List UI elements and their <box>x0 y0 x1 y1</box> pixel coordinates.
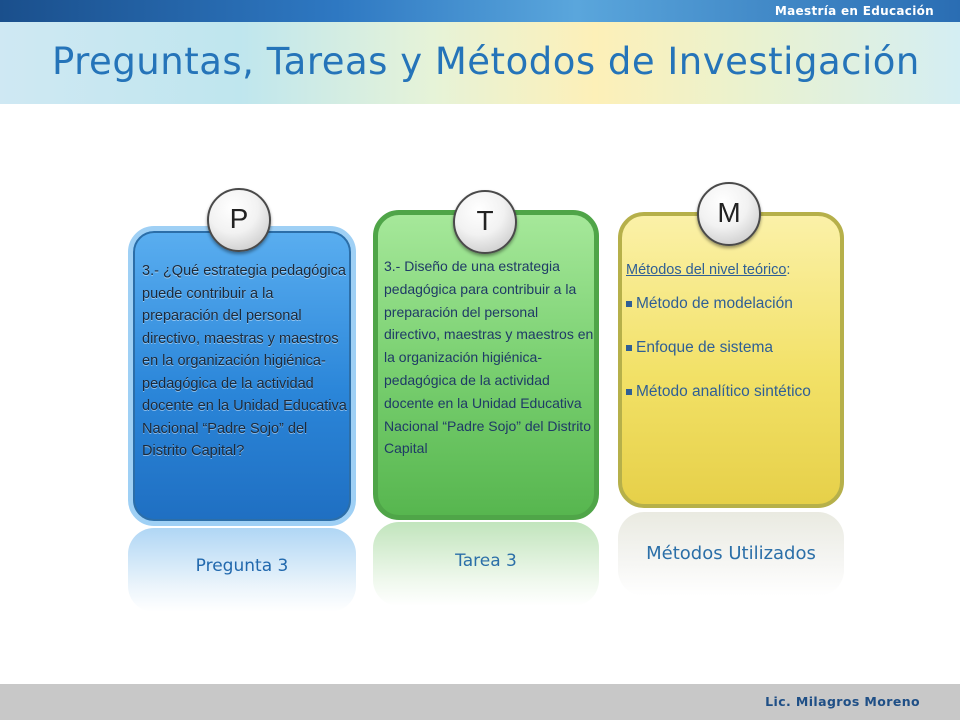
methods-heading-colon: : <box>786 262 791 278</box>
question-label: Pregunta 3 <box>195 556 289 576</box>
question-text: 3.- ¿Qué estrategia pedagógica puede contribuir a la preparación del personal directivo, maestras y maestros en la organización higiénica-pedagógica de la actividad docente en la Unidad Educativa Nacional “Padre Sojo” del Distrito Capital? <box>142 263 347 459</box>
slide-title: Preguntas, Tareas y Métodos de Investigación <box>52 40 920 83</box>
methods-list-item: Método analítico sintético <box>626 382 840 402</box>
task-text: 3.- Diseño de una estrategia pedagógica para contribuir a la preparación del personal directivo, maestras y maestros en la organización higiénica-pedagógica de la actividad docente en la Unidad Educativa Nacional “Padre Sojo” del Distrito Capital <box>384 258 594 457</box>
methods-heading <box>626 262 840 278</box>
methods-heading-text: Métodos del nivel teórico <box>626 262 787 278</box>
methods-badge: M <box>697 182 761 246</box>
top-banner <box>0 0 960 22</box>
program-name: Maestría en Educación <box>774 4 934 18</box>
methods-content <box>626 262 840 426</box>
methods-list-item: Enfoque de sistema <box>626 338 840 358</box>
author-name: Lic. Milagros Moreno <box>765 694 920 709</box>
methods-list <box>626 294 840 402</box>
question-badge: P <box>207 188 271 252</box>
methods-label: Métodos Utilizados <box>646 543 816 564</box>
methods-list-item: Método de modelación <box>626 294 840 314</box>
task-label: Tarea 3 <box>455 551 517 571</box>
task-badge: T <box>453 190 517 254</box>
footer-bar <box>0 684 960 720</box>
